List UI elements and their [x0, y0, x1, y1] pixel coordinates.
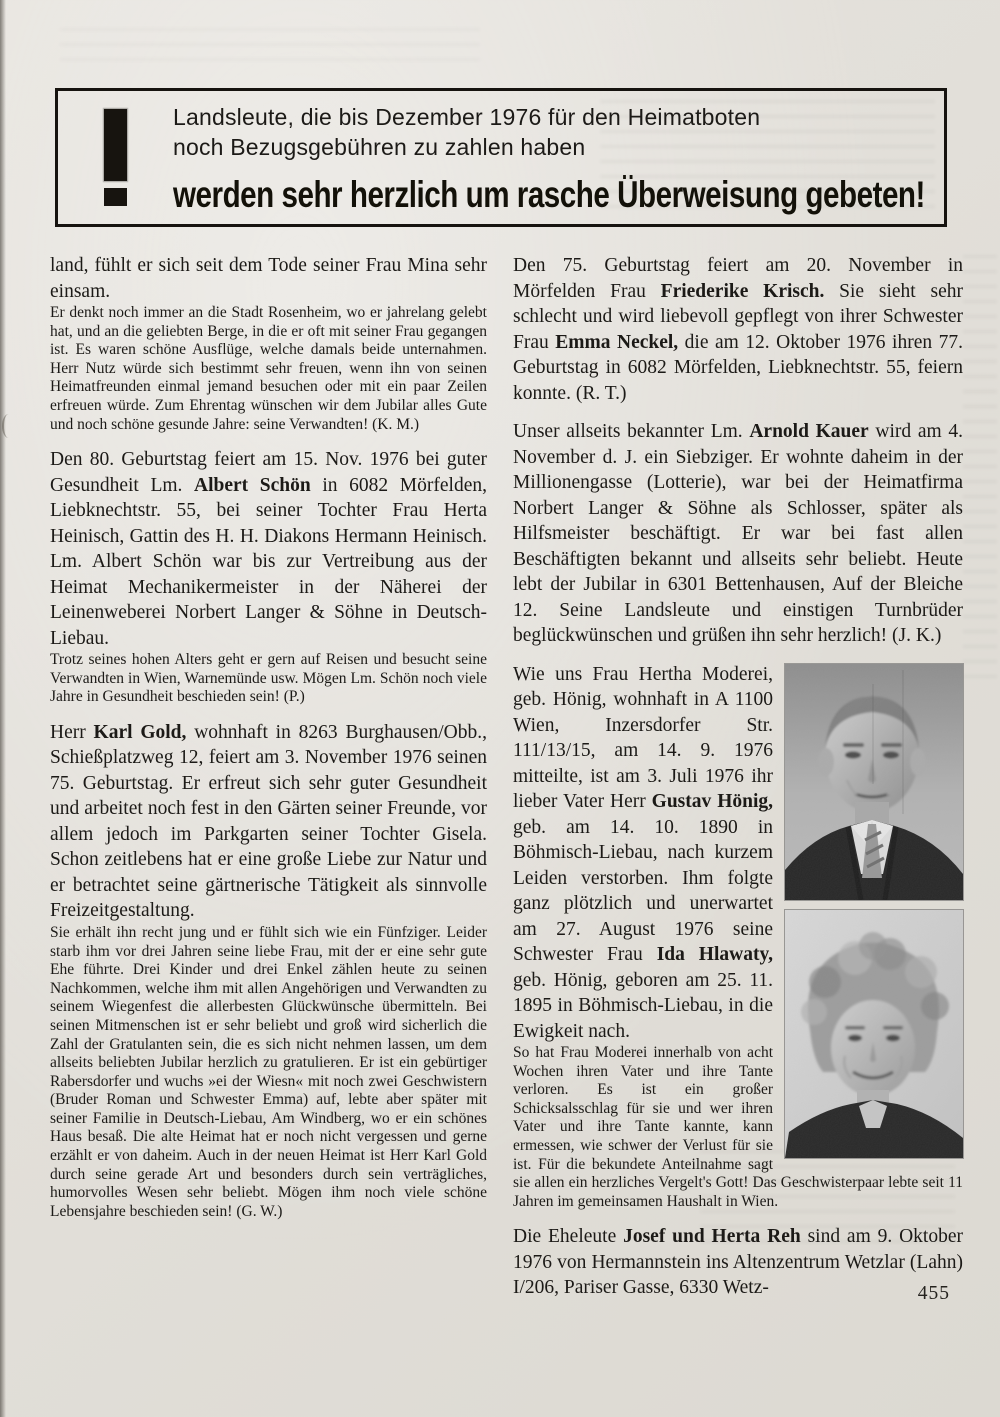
- article-hoenig-obituary: [513, 662, 963, 1212]
- article-arnold-kauer: [513, 419, 963, 649]
- bleed-through-artifact: [60, 28, 480, 68]
- article-lead-text: land, fühlt er sich seit dem Tode seiner Frau Mina sehr einsam.: [50, 255, 487, 302]
- page-number: 455: [917, 1283, 950, 1304]
- article-note-text: Er denkt noch immer an die Stadt Rosenheim, wo er jahrelang gelebt hat, und an die geliebten Berge, in die er oft mit seiner Frau gegangen ist. Es waren schöne Ausflüge, welche damals beide unternahmen. Herr Nutz würde sich bestimmt sehr freuen, wenn ihn von seinen Heimatfreunden einmal jemand besuchen oder mit ein paar Zeilen erfreuen würde. Zum Ehrentag wünschen wir dem Jubilar alles Gute und noch schöne gesunde Jahre: seine Verwandten! (K. M.): [50, 304, 487, 433]
- photo-stack: [785, 664, 963, 1158]
- article-lead-text: Den 75. Geburtstag feiert am 20. November in Mörfelden Frau Friederike Krisch. Sie sieht sehr schlecht und wird liebevoll gepflegt von ihrer Schwester Frau Emma Neckel, die am 12. Oktober 1976 ihren 77. Geburtstag in 6082 Mörfelden, Liebknechtstr. 55, feiern konnte. (R. T.): [513, 255, 963, 404]
- article-lead-text: Wie uns Frau Hertha Moderei, geb. Hönig, wohnhaft in A 1100 Wien, Inzersdorfer Str. 111/13/15, am 14. 9. 1976 mitteilte, ist am 3. Juli 1976 ihr lieber Vater Herr Gustav Hönig, geb. am 14. 10. 1890 in Böhmisch-Liebau, nach kurzem Leiden verstorben. Ihm folgte ganz plötzlich und unerwartet am 27. August 1976 seine Schwester Frau Ida Hlawaty, geb. Hönig, geboren am 25. 11. 1895 in Böhmisch-Liebau, in die Ewigkeit nach.: [513, 663, 773, 1042]
- bleed-through-artifact: [963, 255, 997, 685]
- article-albert-schoen: [50, 447, 487, 707]
- article-lead-text: Herr Karl Gold, wohnhaft in 8263 Burghausen/Obb., Schießplatzweg 12, feiert am 3. November 1976 seinen 75. Geburtstag. Er erfreut sich sehr guter Gesundheit und arbeitet noch fest in den Gärten seiner Freunde, vor allem jedoch im Parkgarten seiner Tochter Gisela. Schon zeitlebens hat er eine große Liebe zur Natur und er betrachtet seine gärtnerische Tätigkeit als sinnvolle Freizeitgestaltung.: [50, 721, 487, 922]
- right-column: [513, 253, 963, 1314]
- article-karl-gold: [50, 720, 487, 1222]
- payment-notice-box: [55, 88, 947, 227]
- article-note-text: Trotz seines hohen Alters geht er gern auf Reisen und besucht seine Verwandten in Wien, Warnemünde usw. Mögen Lm. Schön noch viele Jahre in Gesundheit beschieden sein! (P.): [50, 651, 487, 706]
- notice-text: [173, 100, 1000, 216]
- scan-mark-artifact: [2, 414, 15, 438]
- article-note-text: So hat Frau Moderei innerhalb von acht Wochen ihren Vater und ihre Tante verloren. Es ist ein großer Schicksalsschlag für sie und wer ihren Vater und ihre Tante kannte, kann ermessen, wie schwer der Verlust für sie ist. Für die bekundete Anteilnahme sagt sie allen ein herzliches Vergelt's Gott! Das Geschwisterpaar lebte seit 11 Jahren im gemeinsamen Haushalt in Wien.: [513, 1044, 963, 1210]
- column-layout: [50, 253, 963, 1314]
- portrait-photo-elderly-man: [785, 664, 963, 900]
- article-lead-text: Die Eheleute Josef und Herta Reh sind am 9. Oktober 1976 von Hermannstein ins Altenzentrum Wetzlar (Lahn) I/206, Pariser Gasse, 6330 Wetz-: [513, 1226, 963, 1299]
- exclamation-dot: [104, 188, 127, 206]
- exclamation-bar: [104, 109, 127, 181]
- article-note-text: Sie erhält ihn recht jung und er fühlt sich wie ein Fünfziger. Leider starb ihm vor drei Jahren seine liebe Frau, mit der er eine sehr gute Ehe führte. Drei Kinder und drei Enkel zählen heute zu seinen Nachkommen, welche ihm mit allen Angehörigen und Verwandten zu seinem Wiegenfest die allerbesten Glückwünsche übermitteln. Bei seinen Mitmenschen ist er sehr beliebt und groß wird sicherlich die Zahl der Gratulanten sein, die es sich nicht nehmen lassen, um dem allseits beliebten Jubilar herzlich zu gratulieren. Er ist ein gebürtiger Rabersdorfer und wuchs »ei der Wiesn« mit noch zwei Geschwistern (Bruder Roman und Schwester Emma) auf, lebte aber später mit seiner Familie in Deutsch-Liebau, Am Windberg, wo er ein schönes Haus besaß. Die alte Heimat hat er noch nicht vergessen und gerne erzählt er von daheim. Auch in der neuen Heimat ist Herr Karl Gold durch seine gerade Art und besonders durch sein verträgliches, humorvolles Wesen sehr beliebt. Mögen ihm noch viele schöne Lebensjahre beschieden sein! (G. W.): [50, 923, 487, 1220]
- article-lead-text: Unser allseits bekannter Lm. Arnold Kauer wird am 4. November d. J. ein Siebziger. Er wohnte daheim in der Millionengasse (Lotterie), war bei der Heimatfirma Norbert Langer & Söhne als Schlosser, später als Hilfsmeister beschäftigt. Er war bei fast allen Beschäftigten bekannt und allseits sehr beliebt. Heute lebt der Jubilar in 6301 Bettenhausen, Auf der Bleiche 12. Seine Landsleute und einstigen Turnbrüder beglückwünschen und grüßen ihn sehr herzlich! (J. K.): [513, 421, 963, 646]
- scan-edge-artifact: [0, 0, 6, 1417]
- portrait-photo-elderly-woman: [785, 910, 963, 1158]
- notice-headline: werden sehr herzlich um rasche Überweisung gebeten!: [173, 173, 925, 215]
- article-josef-herta-reh: [513, 1224, 963, 1301]
- exclamation-icon: [58, 109, 173, 206]
- left-column: [50, 253, 487, 1314]
- notice-line-2: noch Bezugsgebühren zu zahlen haben: [173, 133, 586, 160]
- article-lead-text: Den 80. Geburtstag feiert am 15. Nov. 1976 bei guter Gesundheit Lm. Albert Schön in 6082 Mörfelden, Liebknechtstr. 55, bei seiner Tochter Frau Herta Heinisch, Gattin des H. H. Diakons Hermann Heinisch. Lm. Albert Schön war bis zur Vertreibung aus der Heimat Mechanikermeister in der Näherei der Leinenweberei Norbert Langer & Söhne in Deutsch-Liebau.: [50, 449, 487, 649]
- article-nutz-continuation: [50, 253, 487, 434]
- notice-line-1: Landsleute, die bis Dezember 1976 für den Heimatboten: [173, 103, 761, 130]
- article-friederike-krisch: [513, 253, 963, 406]
